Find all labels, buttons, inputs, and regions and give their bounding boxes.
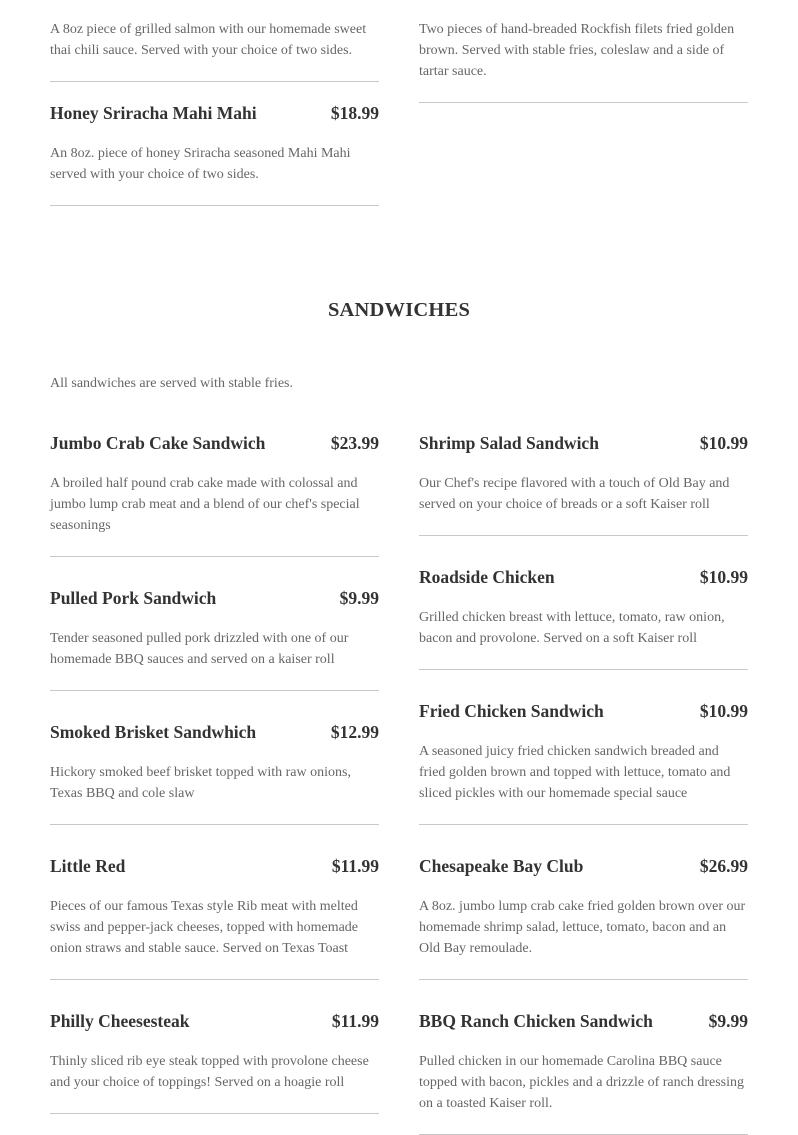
item-header <box>419 1010 748 1051</box>
menu-item <box>419 700 748 825</box>
item-description: Grilled chicken breast with lettuce, tomato, raw onion, bacon and provolone. Served on a soft Kaiser roll <box>419 610 725 646</box>
item-header <box>419 855 748 896</box>
item-name: Smoked Brisket Sandwhich <box>50 722 257 742</box>
item-price: $11.99 <box>331 1011 379 1031</box>
item-name: BBQ Ranch Chicken Sandwich <box>419 1011 653 1031</box>
item-price: $26.99 <box>699 856 748 876</box>
item-description: Thinly sliced rib eye steak topped with provolone cheese and your choice of toppings! Served on a hoagie roll <box>50 1054 369 1090</box>
item-header <box>419 700 748 741</box>
menu-item <box>419 432 748 536</box>
item-description: Hickory smoked beef brisket topped with raw onions, Texas BBQ and cole slaw <box>50 765 351 801</box>
item-header <box>419 566 748 607</box>
item-name: Fried Chicken Sandwich <box>419 701 604 721</box>
item-price: $12.99 <box>330 722 379 742</box>
item-header <box>50 102 379 143</box>
item-name: Philly Cheesesteak <box>50 1011 190 1031</box>
item-description: A broiled half pound crab cake made with colossal and jumbo lump crab meat and a blend of our chef's special seasonings <box>50 476 360 533</box>
item-name: Shrimp Salad Sandwich <box>419 433 599 453</box>
menu-item <box>50 721 379 825</box>
item-price: $10.99 <box>699 433 748 453</box>
item-description: Two pieces of hand-breaded Rockfish filets fried golden brown. Served with stable fries, coleslaw and a side of tartar sauce. <box>419 22 735 79</box>
menu-item <box>50 19 379 82</box>
sandwiches-right-column <box>419 432 748 1135</box>
item-name: Little Red <box>50 856 126 876</box>
menu-item <box>419 1010 748 1135</box>
menu-item <box>419 566 748 670</box>
menu-item <box>50 1010 379 1114</box>
item-description: A 8oz piece of grilled salmon with our homemade sweet thai chili sauce. Served with your choice of two sides. <box>50 22 367 58</box>
item-price: $10.99 <box>699 567 748 587</box>
item-description: An 8oz. piece of honey Sriracha seasoned Mahi Mahi served with your choice of two sides. <box>50 146 351 182</box>
section-note: All sandwiches are served with stable fries. <box>50 376 293 391</box>
menu-item <box>50 587 379 691</box>
item-description: Pieces of our famous Texas style Rib meat with melted swiss and pepper-jack cheeses, topped with homemade onion straws and stable sauce. Served on Texas Toast <box>50 899 359 956</box>
menu-item <box>419 19 748 103</box>
item-description: Our Chef's recipe flavored with a touch of Old Bay and served on your choice of breads or a soft Kaiser roll <box>419 476 730 512</box>
item-description: A seasoned juicy fried chicken sandwich breaded and fried golden brown and topped with lettuce, tomato and sliced pickles with our homemade special sauce <box>419 744 731 801</box>
item-name: Chesapeake Bay Club <box>419 856 584 876</box>
item-price: $10.99 <box>699 701 748 721</box>
item-description: Pulled chicken in our homemade Carolina BBQ sauce topped with bacon, pickles and a drizzle of ranch dressing on a toasted Kaiser roll. <box>419 1054 745 1111</box>
item-header <box>50 587 379 628</box>
item-name: Jumbo Crab Cake Sandwich <box>50 433 266 453</box>
seafood-left-column <box>50 19 379 206</box>
item-price: $23.99 <box>330 433 379 453</box>
item-name: Honey Sriracha Mahi Mahi <box>50 103 257 123</box>
item-price: $9.99 <box>708 1011 748 1031</box>
sandwiches-left-column <box>50 432 379 1114</box>
item-description: Tender seasoned pulled pork drizzled with one of our homemade BBQ sauces and served on a kaiser roll <box>50 631 349 667</box>
item-header <box>50 1010 379 1051</box>
item-price: $9.99 <box>339 588 379 608</box>
item-name: Roadside Chicken <box>419 567 555 587</box>
menu-item <box>50 855 379 980</box>
menu-item <box>50 432 379 557</box>
item-name: Pulled Pork Sandwich <box>50 588 217 608</box>
section-title: SANDWICHES <box>327 299 471 321</box>
item-header <box>50 855 379 896</box>
menu-item <box>50 102 379 206</box>
item-price: $11.99 <box>331 856 379 876</box>
seafood-right-column <box>419 19 748 103</box>
item-header <box>419 432 748 473</box>
item-price: $18.99 <box>330 103 379 123</box>
item-description: A 8oz. jumbo lump crab cake fried golden brown over our homemade shrimp salad, lettuce, tomato, bacon and an Old Bay remoulade. <box>419 899 746 956</box>
item-header <box>50 721 379 762</box>
item-header <box>50 432 379 473</box>
menu-item <box>419 855 748 980</box>
